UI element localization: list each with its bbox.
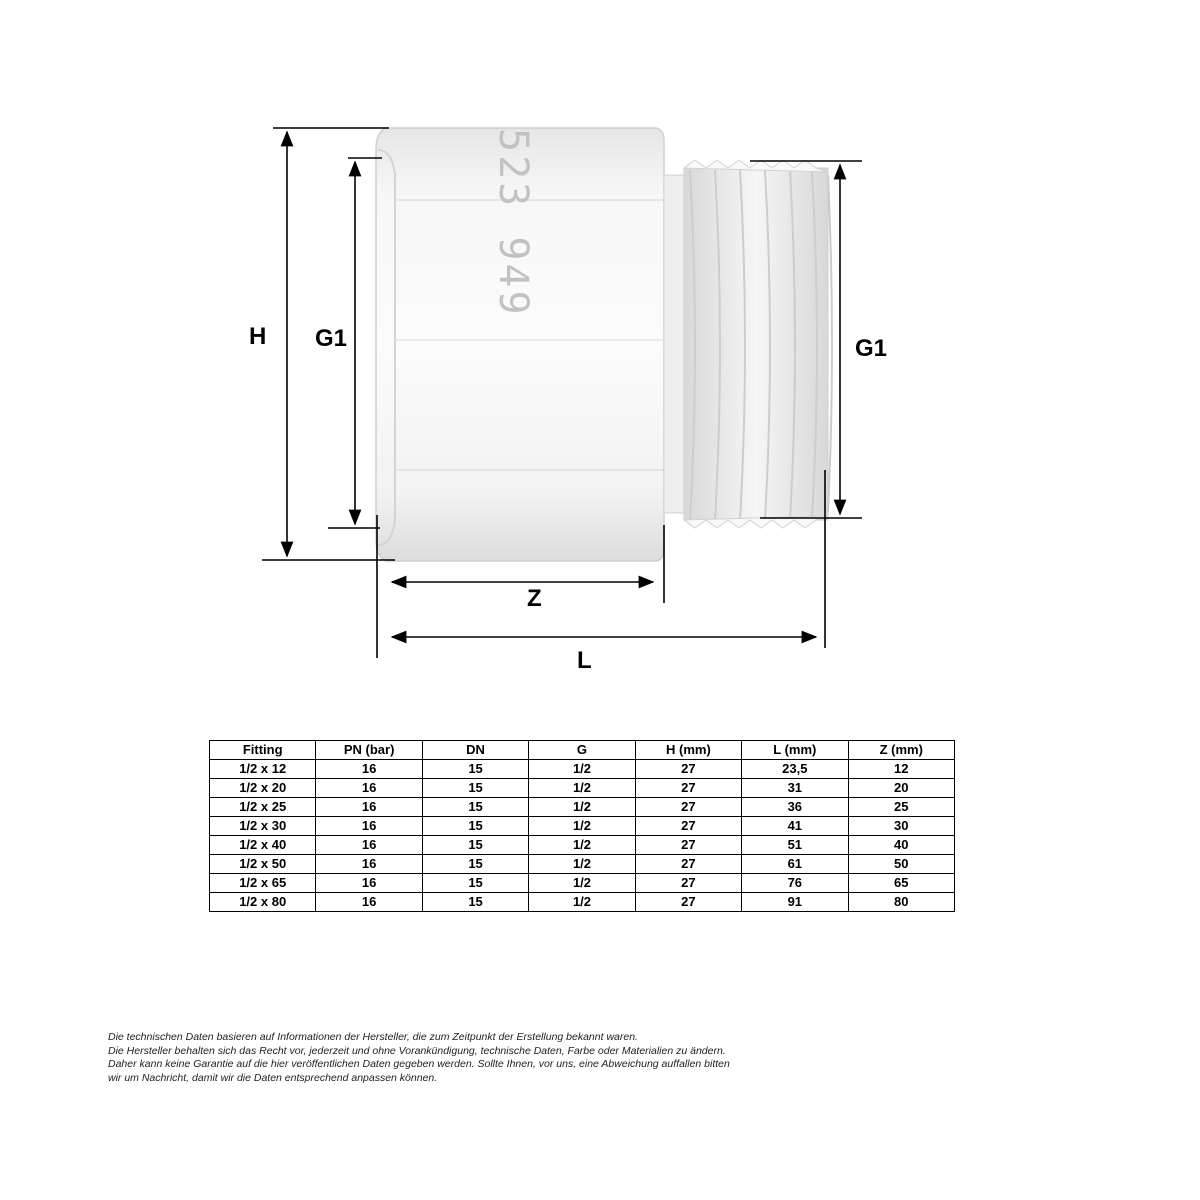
header-fitting: Fitting <box>210 741 316 760</box>
table-cell: 1/2 x 12 <box>210 760 316 779</box>
table-cell: 27 <box>635 836 741 855</box>
header-l: L (mm) <box>742 741 848 760</box>
fitting-thread <box>664 160 832 528</box>
table-cell: 61 <box>742 855 848 874</box>
table-cell: 50 <box>848 855 954 874</box>
header-g: G <box>529 741 635 760</box>
table-cell: 23,5 <box>742 760 848 779</box>
table-cell: 15 <box>422 855 528 874</box>
fitting-body <box>376 128 664 561</box>
table-cell: 1/2 x 30 <box>210 817 316 836</box>
table-cell: 1/2 x 20 <box>210 779 316 798</box>
table-cell: 27 <box>635 779 741 798</box>
table-cell: 1/2 <box>529 760 635 779</box>
table-cell: 1/2 <box>529 893 635 912</box>
table-cell: 27 <box>635 798 741 817</box>
table-cell: 15 <box>422 798 528 817</box>
dimension-label-g1-right: G1 <box>855 335 888 362</box>
table-cell: 25 <box>848 798 954 817</box>
table-cell: 36 <box>742 798 848 817</box>
table-cell: 15 <box>422 836 528 855</box>
table-cell: 1/2 <box>529 874 635 893</box>
table-cell: 1/2 x 25 <box>210 798 316 817</box>
table-cell: 16 <box>316 874 422 893</box>
table-cell: 16 <box>316 893 422 912</box>
table-cell: 15 <box>422 817 528 836</box>
table-cell: 51 <box>742 836 848 855</box>
table-row <box>210 817 955 836</box>
table-cell: 65 <box>848 874 954 893</box>
dimension-label-h: H <box>249 323 267 350</box>
engraving-text: 523 949 <box>490 128 536 318</box>
table-row <box>210 779 955 798</box>
table-cell: 30 <box>848 817 954 836</box>
table-cell: 1/2 <box>529 779 635 798</box>
table-cell: 15 <box>422 874 528 893</box>
table-cell: 27 <box>635 760 741 779</box>
table-cell: 27 <box>635 874 741 893</box>
table-cell: 1/2 <box>529 817 635 836</box>
table-cell: 16 <box>316 836 422 855</box>
dimension-label-g1-left: G1 <box>315 325 348 352</box>
table-cell: 16 <box>316 817 422 836</box>
table-cell: 1/2 <box>529 836 635 855</box>
table-row <box>210 893 955 912</box>
table-cell: 41 <box>742 817 848 836</box>
header-z: Z (mm) <box>848 741 954 760</box>
table-row <box>210 760 955 779</box>
disclaimer-line: Die Hersteller behalten sich das Recht vor, jederzeit und ohne Vorankündigung, technische Daten, Farbe oder Materialien zu ändern. <box>108 1044 726 1057</box>
table-cell: 16 <box>316 760 422 779</box>
table-cell: 76 <box>742 874 848 893</box>
table-cell: 1/2 x 65 <box>210 874 316 893</box>
table-cell: 12 <box>848 760 954 779</box>
table-cell: 15 <box>422 779 528 798</box>
table-cell: 1/2 <box>529 798 635 817</box>
table-cell: 1/2 x 50 <box>210 855 316 874</box>
table-cell: 15 <box>422 893 528 912</box>
table-cell: 15 <box>422 760 528 779</box>
table-row <box>210 874 955 893</box>
dimension-label-l: L <box>577 647 592 674</box>
table-cell: 27 <box>635 817 741 836</box>
table-cell: 16 <box>316 798 422 817</box>
table-cell: 1/2 x 40 <box>210 836 316 855</box>
table-row <box>210 836 955 855</box>
table-cell: 1/2 <box>529 855 635 874</box>
table-cell: 80 <box>848 893 954 912</box>
disclaimer-line: Daher kann keine Garantie auf die hier veröffentlichen Daten gegeben werden. Sollte Ihnen, vor uns, eine Abweichung auffallen bitten <box>108 1058 730 1070</box>
table-row <box>210 798 955 817</box>
header-pn: PN (bar) <box>316 741 422 760</box>
table-cell: 20 <box>848 779 954 798</box>
table-cell: 91 <box>742 893 848 912</box>
table-cell: 31 <box>742 779 848 798</box>
header-dn: DN <box>422 741 528 760</box>
dimension-label-z: Z <box>527 585 542 612</box>
table-row <box>210 855 955 874</box>
spec-table <box>209 740 955 912</box>
header-h: H (mm) <box>635 741 741 760</box>
disclaimer-line: wir um Nachricht, damit wir die Daten entsprechend anpassen können. <box>108 1071 438 1084</box>
table-cell: 16 <box>316 779 422 798</box>
table-cell: 27 <box>635 893 741 912</box>
disclaimer <box>108 1031 868 1085</box>
table-cell: 16 <box>316 855 422 874</box>
table-cell: 1/2 x 80 <box>210 893 316 912</box>
table-cell: 27 <box>635 855 741 874</box>
table-cell: 40 <box>848 836 954 855</box>
disclaimer-line: Die technischen Daten basieren auf Informationen der Hersteller, die zum Zeitpunkt der Erstellung bekannt waren. <box>108 1031 638 1043</box>
table-header-row <box>210 741 955 760</box>
